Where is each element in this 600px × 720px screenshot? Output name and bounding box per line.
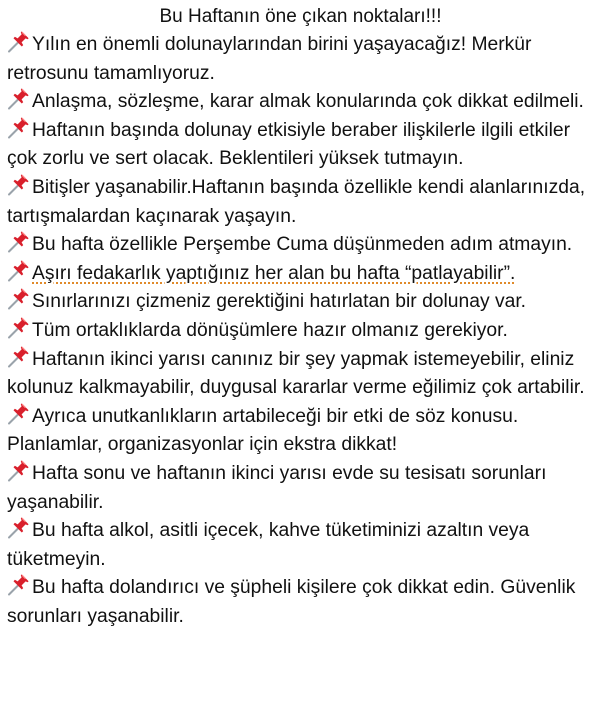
list-item — [7, 231, 594, 260]
list-item — [7, 346, 594, 403]
list-item-text: Bu hafta alkol, asitli içecek, kahve tüketiminizi azaltın veya tüketmeyin. — [7, 520, 530, 570]
pushpin-icon — [7, 231, 31, 253]
pushpin-icon — [7, 117, 31, 139]
list-item-text: Ayrıca unutkanlıkların artabileceği bir etki de söz konusu. Planlamlar, organizasyonlar için ekstra dikkat! — [7, 405, 519, 456]
pushpin-icon — [7, 317, 31, 339]
list-item-text: Haftanın ikinci yarısı canınız bir şey yapmak istemeyebilir, eliniz kolunuz kalkmayabilir, duygusal kararlar verme eğilimiz çok artabilir. — [7, 348, 585, 399]
list-item — [7, 288, 594, 317]
list-item — [7, 260, 594, 289]
list-item-text: Anlaşma, sözleşme, karar almak konularında çok dikkat edilmeli. — [32, 91, 584, 113]
pushpin-icon — [7, 31, 31, 53]
list-item — [7, 517, 594, 574]
pushpin-icon — [7, 260, 31, 282]
list-item-text: Bitişler yaşanabilir.Haftanın başında özellikle kendi alanlarınızda, tartışmalardan kaçınarak yaşayın. — [7, 176, 586, 227]
pushpin-icon — [7, 88, 31, 110]
pushpin-icon — [7, 460, 31, 482]
list-item-text: Tüm ortaklıklarda dönüşümlere hazır olmanız gerekiyor. — [32, 319, 508, 341]
list-item-text: Bu hafta dolandırıcı ve şüpheli kişilere çok dikkat edin. Güvenlik sorunları yaşanabilir. — [7, 577, 576, 627]
list-item — [7, 174, 594, 231]
pushpin-icon — [7, 574, 31, 596]
pushpin-icon — [7, 403, 31, 425]
list-item — [7, 317, 594, 346]
list-item — [7, 117, 594, 174]
pushpin-icon — [7, 517, 31, 539]
list-item-text: Sınırlarınızı çizmeniz gerektiğini hatırlatan bir dolunay var. — [32, 291, 527, 313]
pushpin-icon — [7, 346, 31, 368]
list-item-text: Haftanın başında dolunay etkisiyle beraber ilişkilerle ilgili etkiler çok zorlu ve sert olacak. Beklentileri yüksek tutmayın. — [7, 119, 571, 170]
list-item-text: Hafta sonu ve haftanın ikinci yarısı evde su tesisatı sorunları yaşanabilir. — [7, 462, 547, 513]
list-item-text: Bu hafta özellikle Perşembe Cuma düşünmeden adım atmayın. — [32, 234, 573, 256]
list-item — [7, 31, 594, 88]
list-item-text: Aşırı fedakarlık yaptığınız her alan bu hafta “patlayabilir”. — [32, 262, 516, 284]
pushpin-icon — [7, 288, 31, 310]
list-item-text: Yılın en önemli dolunaylarından birini yaşayacağız! Merkür retrosunu tamamlıyoruz. — [7, 34, 532, 84]
page-title: Bu Haftanın öne çıkan noktaları!!! — [159, 6, 442, 27]
list-item — [7, 403, 594, 460]
list-item — [7, 574, 594, 631]
highlights-list — [7, 31, 594, 631]
list-item — [7, 88, 594, 117]
pushpin-icon — [7, 174, 31, 196]
list-item — [7, 460, 594, 517]
